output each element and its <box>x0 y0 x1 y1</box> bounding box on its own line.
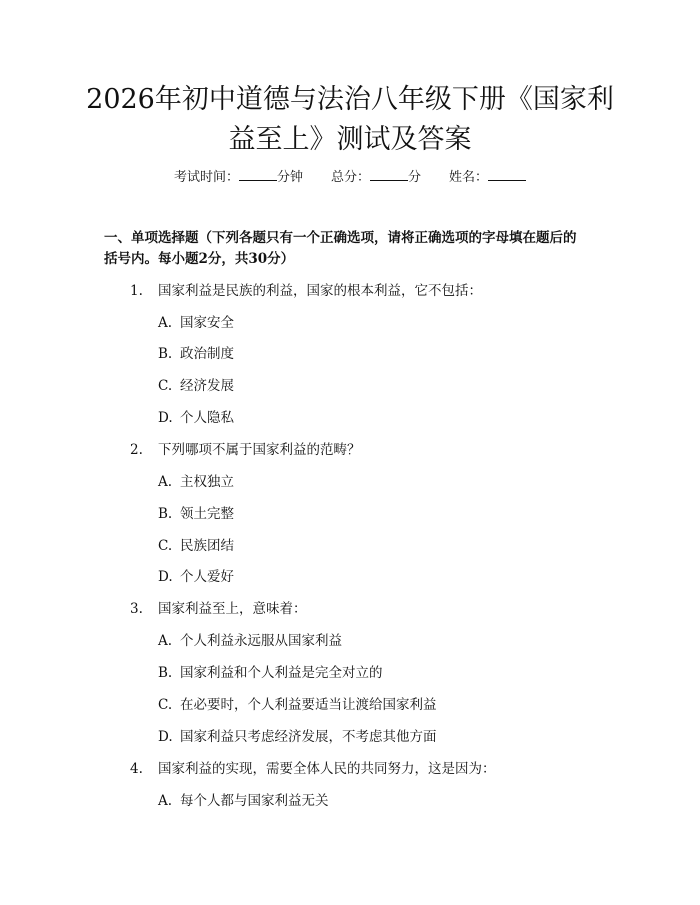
exam-time-label: 考试时间： <box>173 170 239 185</box>
exam-info-line <box>0 168 700 188</box>
exam-time-unit: 分钟 <box>276 170 303 185</box>
question-text: 国家利益的实现，需要全体人民的共同努力，这是因为： <box>158 761 496 777</box>
question-number: 3. <box>130 601 143 617</box>
option-letter: C. <box>158 538 173 554</box>
question-2-option-a[interactable] <box>158 472 234 492</box>
name-blank[interactable] <box>488 168 526 181</box>
question-4 <box>130 759 496 779</box>
question-number: 1. <box>130 283 143 299</box>
total-score-unit: 分 <box>408 170 422 185</box>
question-1-option-a[interactable] <box>158 313 234 333</box>
question-2 <box>130 440 361 460</box>
question-1 <box>130 281 482 301</box>
option-text: 个人利益永远服从国家利益 <box>180 633 342 649</box>
total-score-blank[interactable] <box>370 168 408 181</box>
question-number: 4. <box>130 761 143 777</box>
question-3-option-b[interactable] <box>158 663 383 683</box>
question-3-option-a[interactable] <box>158 631 342 651</box>
question-text: 下列哪项不属于国家利益的范畴？ <box>158 442 361 458</box>
exam-time-blank[interactable] <box>239 168 277 181</box>
question-1-option-b[interactable] <box>158 344 234 364</box>
option-letter: A. <box>158 633 173 649</box>
option-letter: B. <box>158 665 173 681</box>
option-letter: A. <box>158 315 173 331</box>
option-text: 个人隐私 <box>180 410 234 426</box>
question-2-option-c[interactable] <box>158 536 234 556</box>
option-letter: A. <box>158 474 173 490</box>
option-text: 国家利益只考虑经济发展，不考虑其他方面 <box>180 729 437 745</box>
question-text: 国家利益是民族的利益，国家的根本利益，它不包括： <box>158 283 482 299</box>
question-2-option-d[interactable] <box>158 567 234 587</box>
option-letter: D. <box>158 729 173 745</box>
question-text: 国家利益至上，意味着： <box>158 601 307 617</box>
question-number: 2. <box>130 442 143 458</box>
option-text: 国家利益和个人利益是完全对立的 <box>180 665 383 681</box>
total-score-label: 总分： <box>330 170 370 185</box>
option-letter: C. <box>158 378 173 394</box>
option-text: 每个人都与国家利益无关 <box>180 793 329 809</box>
question-3-option-c[interactable] <box>158 695 437 715</box>
option-text: 国家安全 <box>180 315 234 331</box>
question-2-option-b[interactable] <box>158 504 234 524</box>
question-1-option-c[interactable] <box>158 376 234 396</box>
document-title-line1: 2026年初中道德与法治八年级下册《国家利 <box>86 84 614 115</box>
option-text: 领土完整 <box>180 506 234 522</box>
question-1-option-d[interactable] <box>158 408 234 428</box>
name-label: 姓名： <box>449 170 489 185</box>
option-text: 主权独立 <box>180 474 234 490</box>
option-text: 民族团结 <box>180 538 234 554</box>
question-3-option-d[interactable] <box>158 727 437 747</box>
question-4-option-a[interactable] <box>158 791 329 811</box>
question-3 <box>130 599 307 619</box>
document-title-line2: 益至上》测试及答案 <box>228 124 472 155</box>
option-text: 个人爱好 <box>180 569 234 585</box>
option-text: 在必要时，个人利益要适当让渡给国家利益 <box>180 697 437 713</box>
section-heading-line1: 一、单项选择题（下列各题只有一个正确选项，请将正确选项的字母填在题后的 <box>104 230 577 246</box>
option-text: 政治制度 <box>180 346 234 362</box>
option-letter: B. <box>158 346 173 362</box>
option-text: 经济发展 <box>180 378 234 394</box>
option-letter: C. <box>158 697 173 713</box>
option-letter: D. <box>158 569 173 585</box>
option-letter: B. <box>158 506 173 522</box>
option-letter: D. <box>158 410 173 426</box>
section-heading-line2: 括号内。每小题2分，共30分） <box>104 251 295 267</box>
option-letter: A. <box>158 793 173 809</box>
